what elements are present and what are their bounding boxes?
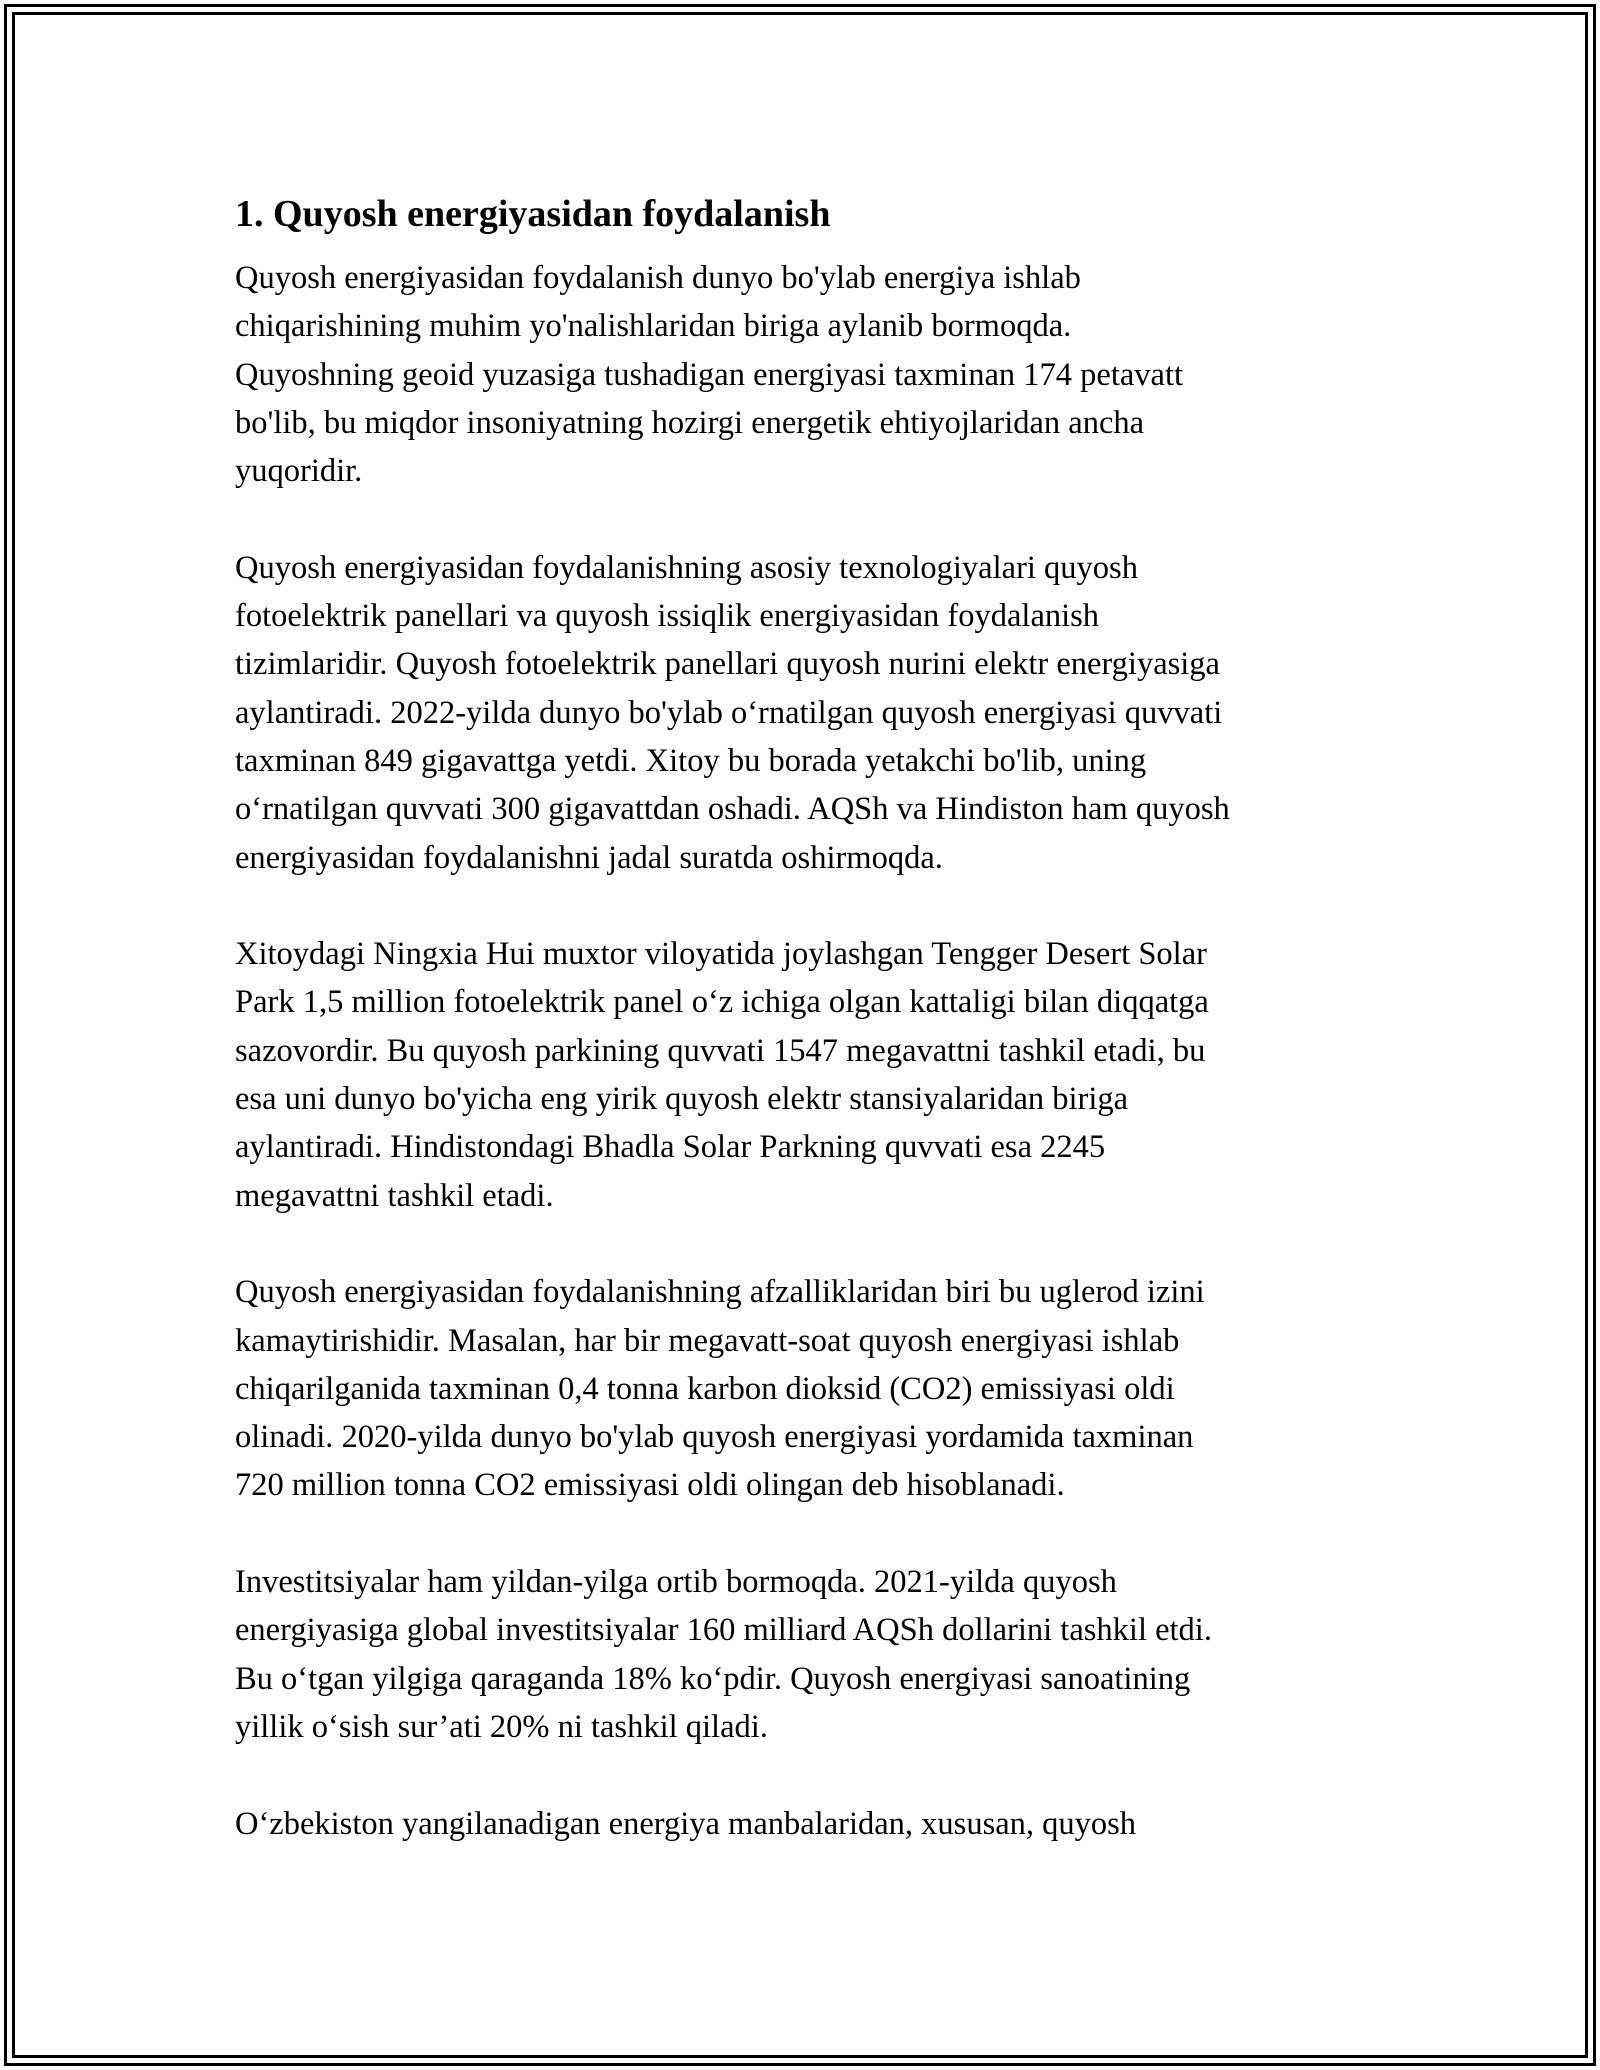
- paragraph-line: chiqarilganida taxminan 0,4 tonna karbon dioksid (CO2) emissiyasi oldi: [235, 1370, 1175, 1407]
- paragraph-line: Park 1,5 million fotoelektrik panel o‘z ichiga olgan kattaligi bilan diqqatga: [235, 984, 1209, 1021]
- paragraph-list: [235, 254, 1365, 1848]
- paragraph-line: yillik o‘sish sur’ati 20% ni tashkil qiladi.: [235, 1708, 768, 1745]
- paragraph-line: Investitsiyalar ham yildan-yilga ortib bormoqda. 2021-yilda quyosh: [235, 1564, 1117, 1601]
- paragraph-line: fotoelektrik panellari va quyosh issiqlik energiyasidan foydalanish: [235, 598, 1100, 635]
- paragraph-line: taxminan 849 gigavattga yetdi. Xitoy bu borada yetakchi bo'lib, uning: [235, 742, 1147, 779]
- paragraph-line: O‘zbekiston yangilanadigan energiya manbalaridan, xususan, quyosh: [235, 1805, 1137, 1842]
- document-body: [235, 188, 1365, 1896]
- paragraph-line: energiyasiga global investitsiyalar 160 milliard AQSh dollarini tashkil etdi.: [235, 1612, 1212, 1649]
- paragraph-line: o‘rnatilgan quvvati 300 gigavattdan oshadi. AQSh va Hindiston ham quyosh: [235, 791, 1230, 828]
- paragraph: [235, 254, 1365, 495]
- paragraph-line: tizimlaridir. Quyosh fotoelektrik panellari quyosh nurini elektr energiyasiga: [235, 646, 1220, 683]
- section-title: 1. Quyosh energiyasidan foydalanish: [235, 193, 831, 235]
- paragraph-line: yuqoridir.: [235, 453, 363, 490]
- paragraph: [235, 1800, 1365, 1848]
- paragraph: [235, 1558, 1365, 1751]
- paragraph-line: Quyoshning geoid yuzasiga tushadigan energiyasi taxminan 174 petavatt: [235, 356, 1184, 393]
- paragraph-line: Quyosh energiyasidan foydalanishning afzalliklaridan biri bu uglerod izini: [235, 1274, 1205, 1311]
- paragraph: [235, 1268, 1365, 1509]
- paragraph-line: megavattni tashkil etadi.: [235, 1177, 554, 1214]
- paragraph-line: aylantiradi. 2022-yilda dunyo bo'ylab o‘rnatilgan quyosh energiyasi quvvati: [235, 694, 1223, 731]
- paragraph: [235, 930, 1365, 1220]
- paragraph: [235, 544, 1365, 882]
- paragraph-line: Bu o‘tgan yilgiga qaraganda 18% ko‘pdir. Quyosh energiyasi sanoatining: [235, 1660, 1191, 1697]
- paragraph-line: olinadi. 2020-yilda dunyo bo'ylab quyosh energiyasi yordamida taxminan: [235, 1419, 1194, 1456]
- paragraph-line: aylantiradi. Hindistondagi Bhadla Solar Parkning quvvati esa 2245: [235, 1129, 1106, 1166]
- paragraph-line: kamaytirishidir. Masalan, har bir megavatt-soat quyosh energiyasi ishlab: [235, 1322, 1180, 1359]
- paragraph-line: Quyosh energiyasidan foydalanishning asosiy texnologiyalari quyosh: [235, 549, 1138, 586]
- paragraph-line: chiqarishining muhim yo'nalishlaridan biriga aylanib bormoqda.: [235, 308, 1072, 345]
- paragraph-line: energiyasidan foydalanishni jadal suratda oshirmoqda.: [235, 839, 943, 876]
- paragraph-line: esa uni dunyo bo'yicha eng yirik quyosh elektr stansiyalaridan biriga: [235, 1081, 1129, 1118]
- paragraph-line: sazovordir. Bu quyosh parkining quvvati 1547 megavattni tashkil etadi, bu: [235, 1032, 1206, 1069]
- paragraph-line: 720 million tonna CO2 emissiyasi oldi olingan deb hisoblanadi.: [235, 1467, 1065, 1504]
- paragraph-line: Xitoydagi Ningxia Hui muxtor viloyatida joylashgan Tengger Desert Solar: [235, 936, 1207, 973]
- paragraph-line: bo'lib, bu miqdor insoniyatning hozirgi energetik ehtiyojlaridan ancha: [235, 404, 1145, 441]
- paragraph-line: Quyosh energiyasidan foydalanish dunyo bo'ylab energiya ishlab: [235, 260, 1081, 296]
